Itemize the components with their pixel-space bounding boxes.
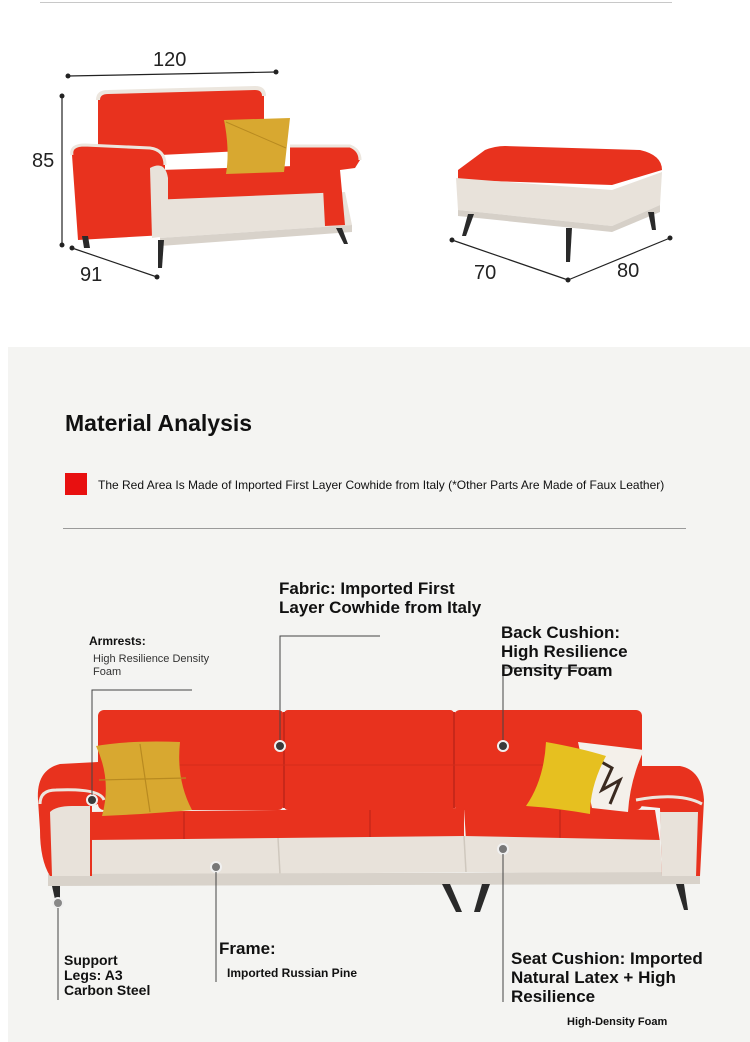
legend-note: The Red Area Is Made of Imported First Layer Cowhide from Italy (*Other Parts Are Made of Faux Leather) [98,478,665,492]
ottoman-width-label: 70 [474,262,497,284]
chair-width-label: 120 [153,49,187,71]
fabric-label [279,579,481,617]
ottoman-depth-label: 80 [617,260,640,282]
legs-label [64,953,150,998]
frame-detail: Imported Russian Pine [227,966,358,980]
frame-title: Frame: [219,939,276,958]
seat-line3: Resilience [511,987,596,1006]
legs-line3: Carbon Steel [64,982,151,998]
chair-depth-label: 91 [80,264,103,286]
section-title: Material Analysis [65,410,253,436]
seat-line2: Natural Latex + High [511,968,676,987]
armrests-title: Armrests: [89,634,146,648]
back-cushion-label [501,623,628,680]
back-line2: High Resilience [501,642,628,661]
back-line1: Back Cushion: [501,623,621,642]
fabric-label-line1: Fabric: Imported First [279,579,455,598]
seat-cushion-label [511,949,703,1006]
back-line3: Density Foam [501,661,613,680]
chair-height-label: 85 [32,150,55,172]
fabric-label-line2: Layer Cowhide from Italy [279,598,482,617]
seat-line1: Seat Cushion: Imported [511,949,703,968]
legs-line1: Support [64,952,118,968]
seat-detail: High-Density Foam [567,1016,668,1028]
armrests-line1: High Resilience Density [93,653,210,665]
legs-line2: Legs: A3 [64,967,123,983]
armrests-line2: Foam [93,666,122,678]
armrests-label [89,634,209,679]
